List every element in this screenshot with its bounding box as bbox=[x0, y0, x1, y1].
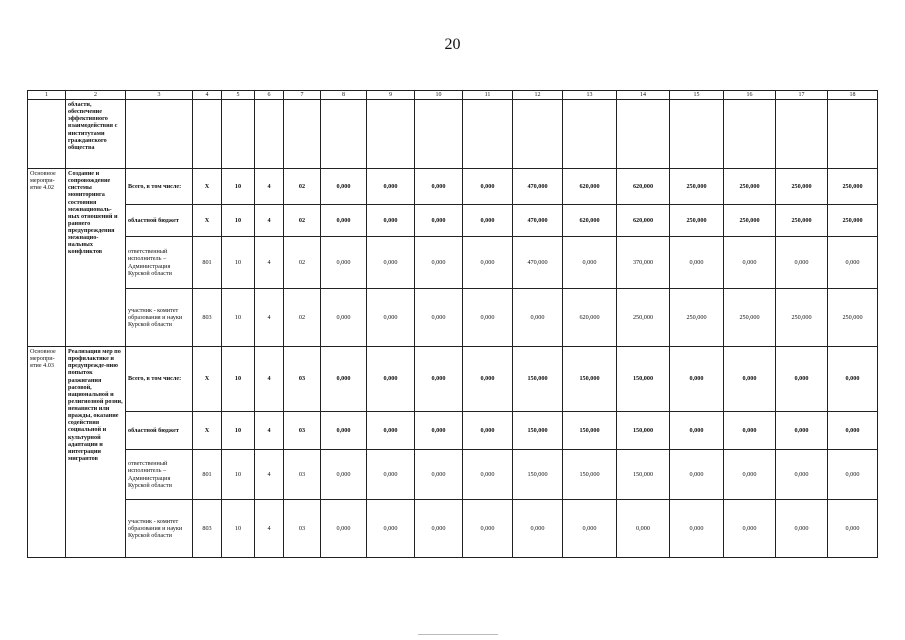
amount-cell: 0,000 bbox=[724, 450, 776, 500]
amount-cell: 0,000 bbox=[415, 347, 463, 412]
continuation-row bbox=[28, 100, 878, 169]
budget-code-cell: 801 bbox=[193, 450, 222, 500]
column-header-13: 13 bbox=[563, 91, 617, 100]
budget-code-cell: 10 bbox=[222, 412, 255, 450]
funding-source-cell: участник - комитет образования и науки Курской области bbox=[126, 500, 193, 558]
amount-cell: 150,000 bbox=[617, 450, 670, 500]
amount-cell: 250,000 bbox=[724, 289, 776, 347]
column-header-8: 8 bbox=[321, 91, 367, 100]
column-header-7: 7 bbox=[284, 91, 321, 100]
scan-artifact-line bbox=[418, 634, 498, 635]
measure-name-cell: Создание и сопровождение системы мониторинга состояния межнациональ-ных отношений и раннего предупреждения межнацио-нальных конфликтов bbox=[66, 169, 126, 347]
budget-code-cell: X bbox=[193, 347, 222, 412]
budget-code-cell: 02 bbox=[284, 169, 321, 205]
amount-cell: 250,000 bbox=[828, 289, 878, 347]
amount-cell: 620,000 bbox=[617, 169, 670, 205]
measure-name-cell: Реализация мер по профилактике и предупрежде-нию попыток разжигания расовой, национальной и религиозной розни, ненависти или вражды, оказание содействия социальной и культурной адаптации и интеграции мигрантов bbox=[66, 347, 126, 558]
amount-cell: 150,000 bbox=[513, 347, 563, 412]
budget-code-cell: 10 bbox=[222, 500, 255, 558]
amount-cell: 0,000 bbox=[724, 347, 776, 412]
column-header-2: 2 bbox=[66, 91, 126, 100]
amount-cell: 0,000 bbox=[463, 205, 513, 237]
amount-cell: 0,000 bbox=[415, 169, 463, 205]
amount-cell: 150,000 bbox=[563, 450, 617, 500]
amount-cell: 0,000 bbox=[776, 500, 828, 558]
amount-cell: 0,000 bbox=[367, 450, 415, 500]
column-header-1: 1 bbox=[28, 91, 66, 100]
budget-code-cell: 10 bbox=[222, 289, 255, 347]
amount-cell: 0,000 bbox=[513, 289, 563, 347]
column-header-16: 16 bbox=[724, 91, 776, 100]
table-row bbox=[28, 347, 878, 412]
budget-code-cell: 03 bbox=[284, 412, 321, 450]
budget-code-cell: X bbox=[193, 205, 222, 237]
amount-cell: 0,000 bbox=[776, 347, 828, 412]
amount-cell: 470,000 bbox=[513, 169, 563, 205]
column-header-15: 15 bbox=[670, 91, 724, 100]
budget-code-cell: 02 bbox=[284, 237, 321, 289]
amount-cell: 0,000 bbox=[617, 500, 670, 558]
amount-cell: 0,000 bbox=[670, 347, 724, 412]
amount-cell: 620,000 bbox=[563, 205, 617, 237]
budget-code-cell: 4 bbox=[255, 169, 284, 205]
column-header-6: 6 bbox=[255, 91, 284, 100]
amount-cell: 0,000 bbox=[828, 412, 878, 450]
amount-cell: 0,000 bbox=[463, 289, 513, 347]
budget-code-cell: 10 bbox=[222, 205, 255, 237]
amount-cell: 0,000 bbox=[415, 237, 463, 289]
amount-cell: 0,000 bbox=[415, 412, 463, 450]
column-header-3: 3 bbox=[126, 91, 193, 100]
amount-cell: 0,000 bbox=[776, 237, 828, 289]
amount-cell: 150,000 bbox=[563, 347, 617, 412]
amount-cell: 0,000 bbox=[828, 347, 878, 412]
amount-cell: 150,000 bbox=[513, 412, 563, 450]
amount-cell: 0,000 bbox=[463, 412, 513, 450]
amount-cell: 0,000 bbox=[321, 450, 367, 500]
amount-cell: 0,000 bbox=[828, 500, 878, 558]
amount-cell: 250,000 bbox=[670, 169, 724, 205]
budget-code-cell: 03 bbox=[284, 450, 321, 500]
budget-code-cell: 4 bbox=[255, 412, 284, 450]
amount-cell: 620,000 bbox=[563, 169, 617, 205]
column-header-4: 4 bbox=[193, 91, 222, 100]
amount-cell: 0,000 bbox=[415, 205, 463, 237]
amount-cell: 0,000 bbox=[415, 500, 463, 558]
budget-code-cell: X bbox=[193, 169, 222, 205]
amount-cell: 470,000 bbox=[513, 237, 563, 289]
amount-cell: 250,000 bbox=[617, 289, 670, 347]
table-body bbox=[28, 91, 878, 558]
budget-code-cell: 4 bbox=[255, 450, 284, 500]
funding-source-cell: областной бюджет bbox=[126, 205, 193, 237]
amount-cell: 150,000 bbox=[617, 347, 670, 412]
amount-cell: 0,000 bbox=[828, 237, 878, 289]
table-row bbox=[28, 237, 878, 289]
amount-cell: 250,000 bbox=[670, 205, 724, 237]
table-row bbox=[28, 289, 878, 347]
amount-cell: 250,000 bbox=[724, 169, 776, 205]
amount-cell: 0,000 bbox=[670, 237, 724, 289]
funding-source-cell: ответственный исполнитель – Администрация Курской области bbox=[126, 237, 193, 289]
amount-cell: 150,000 bbox=[617, 412, 670, 450]
amount-cell: 0,000 bbox=[463, 237, 513, 289]
amount-cell: 620,000 bbox=[617, 205, 670, 237]
amount-cell: 0,000 bbox=[321, 412, 367, 450]
amount-cell: 470,000 bbox=[513, 205, 563, 237]
table-row bbox=[28, 450, 878, 500]
budget-code-cell: 03 bbox=[284, 347, 321, 412]
amount-cell: 150,000 bbox=[513, 450, 563, 500]
amount-cell: 0,000 bbox=[463, 450, 513, 500]
funding-source-cell: областной бюджет bbox=[126, 412, 193, 450]
table-row bbox=[28, 500, 878, 558]
amount-cell: 0,000 bbox=[513, 500, 563, 558]
budget-code-cell: 02 bbox=[284, 289, 321, 347]
budget-code-cell: 803 bbox=[193, 289, 222, 347]
column-header-11: 11 bbox=[463, 91, 513, 100]
amount-cell: 0,000 bbox=[463, 347, 513, 412]
budget-code-cell: 10 bbox=[222, 169, 255, 205]
column-header-10: 10 bbox=[415, 91, 463, 100]
budget-code-cell: 801 bbox=[193, 237, 222, 289]
amount-cell: 0,000 bbox=[321, 500, 367, 558]
column-header-17: 17 bbox=[776, 91, 828, 100]
amount-cell: 0,000 bbox=[367, 500, 415, 558]
amount-cell: 0,000 bbox=[463, 169, 513, 205]
budget-code-cell: 02 bbox=[284, 205, 321, 237]
table-row bbox=[28, 169, 878, 205]
budget-code-cell: 4 bbox=[255, 500, 284, 558]
funding-source-cell: Всего, в том числе: bbox=[126, 347, 193, 412]
budget-code-cell: 803 bbox=[193, 500, 222, 558]
budget-code-cell: X bbox=[193, 412, 222, 450]
funding-source-cell: ответственный исполнитель – Администрация Курской области bbox=[126, 450, 193, 500]
funding-source-cell: Всего, в том числе: bbox=[126, 169, 193, 205]
amount-cell: 150,000 bbox=[563, 412, 617, 450]
budget-code-cell: 4 bbox=[255, 289, 284, 347]
amount-cell: 370,000 bbox=[617, 237, 670, 289]
funding-source-cell: участник - комитет образования и науки Курской области bbox=[126, 289, 193, 347]
amount-cell: 0,000 bbox=[321, 237, 367, 289]
amount-cell: 0,000 bbox=[367, 289, 415, 347]
amount-cell: 0,000 bbox=[321, 347, 367, 412]
amount-cell: 0,000 bbox=[367, 237, 415, 289]
measure-code-cell: Основное меропри-ятие 4.02 bbox=[28, 169, 66, 347]
amount-cell: 0,000 bbox=[776, 412, 828, 450]
amount-cell: 250,000 bbox=[828, 205, 878, 237]
amount-cell: 0,000 bbox=[367, 169, 415, 205]
amount-cell: 0,000 bbox=[321, 169, 367, 205]
amount-cell: 0,000 bbox=[828, 450, 878, 500]
budget-code-cell: 4 bbox=[255, 237, 284, 289]
column-header-5: 5 bbox=[222, 91, 255, 100]
amount-cell: 250,000 bbox=[828, 169, 878, 205]
column-number-row bbox=[28, 91, 878, 100]
page-number: 20 bbox=[444, 36, 461, 53]
amount-cell: 0,000 bbox=[415, 289, 463, 347]
amount-cell: 0,000 bbox=[367, 412, 415, 450]
budget-code-cell: 10 bbox=[222, 347, 255, 412]
amount-cell: 0,000 bbox=[776, 450, 828, 500]
amount-cell: 250,000 bbox=[724, 205, 776, 237]
amount-cell: 0,000 bbox=[321, 289, 367, 347]
column-header-12: 12 bbox=[513, 91, 563, 100]
budget-code-cell: 10 bbox=[222, 450, 255, 500]
table-row bbox=[28, 205, 878, 237]
amount-cell: 0,000 bbox=[321, 205, 367, 237]
amount-cell: 250,000 bbox=[776, 169, 828, 205]
column-header-18: 18 bbox=[828, 91, 878, 100]
budget-table bbox=[27, 90, 878, 558]
amount-cell: 250,000 bbox=[776, 205, 828, 237]
budget-code-cell: 4 bbox=[255, 205, 284, 237]
budget-code-cell: 10 bbox=[222, 237, 255, 289]
column-header-14: 14 bbox=[617, 91, 670, 100]
amount-cell: 0,000 bbox=[563, 500, 617, 558]
column-header-9: 9 bbox=[367, 91, 415, 100]
measure-code-cell: Основное меропри-ятие 4.03 bbox=[28, 347, 66, 558]
amount-cell: 0,000 bbox=[563, 237, 617, 289]
amount-cell: 0,000 bbox=[463, 500, 513, 558]
amount-cell: 0,000 bbox=[724, 237, 776, 289]
amount-cell: 250,000 bbox=[670, 289, 724, 347]
amount-cell: 250,000 bbox=[776, 289, 828, 347]
budget-code-cell: 4 bbox=[255, 347, 284, 412]
amount-cell: 0,000 bbox=[670, 500, 724, 558]
amount-cell: 0,000 bbox=[415, 450, 463, 500]
amount-cell: 0,000 bbox=[724, 412, 776, 450]
amount-cell: 0,000 bbox=[724, 500, 776, 558]
continuation-name-cell: области, обеспечение эффективного взаимодействия с институтами гражданского общества bbox=[66, 100, 126, 169]
table-row bbox=[28, 412, 878, 450]
amount-cell: 0,000 bbox=[367, 205, 415, 237]
amount-cell: 0,000 bbox=[670, 450, 724, 500]
amount-cell: 620,000 bbox=[563, 289, 617, 347]
amount-cell: 0,000 bbox=[367, 347, 415, 412]
budget-code-cell: 03 bbox=[284, 500, 321, 558]
amount-cell: 0,000 bbox=[670, 412, 724, 450]
continuation-code-cell bbox=[28, 100, 66, 169]
